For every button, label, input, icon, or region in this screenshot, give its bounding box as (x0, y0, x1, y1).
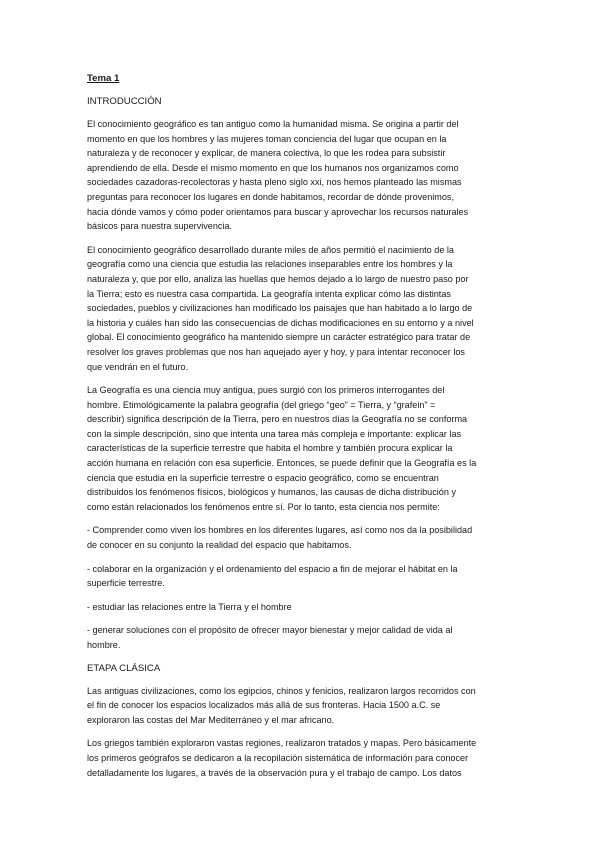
text-line: geografía como una ciencia que estudia las relaciones inseparables entre los hombres y la (87, 259, 453, 270)
document-body (87, 95, 522, 780)
paragraph (87, 736, 522, 780)
text-line: de conocer en su conjunto la realidad del espacio que habitamos. (87, 540, 352, 551)
text-line: sociedades cazadoras-recolectoras y hasta pleno siglo xxi, nos hemos planteado las mismas (87, 177, 462, 188)
text-line: que vendrán en el futuro. (87, 361, 189, 372)
text-line: superficie terrestre. (87, 578, 165, 589)
paragraph (87, 600, 522, 615)
document-title: Tema 1 (87, 73, 120, 84)
paragraph (87, 562, 522, 591)
text-line: - Comprender como viven los hombres en los diferentes lugares, así como nos da la posibilidad (87, 525, 473, 536)
text-line: Los griegos también exploraron vastas regiones, realizaron tratados y mapas. Pero básicamente (87, 738, 477, 749)
text-line: momento en que los hombres y las mujeres toman conciencia del lugar que ocupan en la (87, 133, 447, 144)
text-line: distribuidos los fenómenos físicos, biológicos y humanos, las causas de dicha distribución y (87, 487, 456, 498)
text-line: describir) significa descripción de la Tierra, pero en nuestros días la Geografía no se conforma (87, 414, 468, 425)
text-line: La Geografía es una ciencia muy antigua, pues surgió con los primeros interrogantes del (87, 385, 445, 396)
text-line: como están relacionados los fenómenos entre sí. Por lo tanto, esta ciencia nos permite: (87, 501, 440, 512)
text-line: acción humana en relación con esa superficie. Entonces, se puede definir que la Geografía es la (87, 458, 477, 469)
section-heading: INTRODUCCIÓN (87, 96, 162, 107)
text-line: - colaborar en la organización y el ordenamiento del espacio a fin de mejorar el hábitat en la (87, 563, 458, 574)
text-line: detalladamente los lugares, a través de la observación pura y el trabajo de campo. Los datos (87, 767, 462, 778)
text-line: aprendiendo de ella. Desde el mismo momento en que los humanos nos organizamos como (87, 162, 459, 173)
paragraph (87, 243, 522, 374)
text-line: básicos para nuestra supervivencia. (87, 221, 233, 232)
text-line: preguntas para reconocer los lugares en donde habitamos, recordar de dónde provenimos, (87, 191, 455, 202)
paragraph (87, 383, 522, 514)
text-line: la Tierra; esto es nuestra casa compartida. La geografía intenta explicar cómo las distintas (87, 288, 451, 299)
text-line: ciencia que estudia en la superficie terrestre o espacio geográfico, como se encuentran (87, 472, 439, 483)
text-line: los primeros geógrafos se dedicaron a la recopilación sistemática de información para conocer (87, 752, 469, 763)
text-line: naturaleza y, que por ello, analiza las huellas que hemos dejado a lo largo de nuestro paso por (87, 273, 469, 284)
text-line: resolver los graves problemas que nos han aquejado ayer y hoy, y para intentar reconocer los (87, 346, 465, 357)
paragraph (87, 117, 522, 234)
section-heading: ETAPA CLÁSICA (87, 662, 161, 674)
text-line: El conocimiento geográfico desarrollado durante miles de años permitió el nacimiento de la (87, 244, 454, 255)
text-line: global. El conocimiento geográfico ha mantenido siempre un carácter estratégico para tratar de (87, 332, 471, 343)
text-line: con la simple descripción, sino que intenta una tarea más compleja e importante: explicar las (87, 428, 462, 439)
text-line: Las antiguas civilizaciones, como los egipcios, chinos y fenicios, realizaron largos recorridos con (87, 685, 476, 696)
paragraph (87, 684, 522, 728)
text-line: hombre. (87, 640, 121, 650)
text-line: características de la superficie terrestre que habita el hombre y también procura explicar la (87, 443, 453, 454)
text-line: exploraron las costas del Mar Mediterráneo y el mar africano. (87, 714, 335, 725)
text-line: el fin de conocer los espacios localizados más allá de sus fronteras. Hacia 1500 a.C. se (87, 700, 441, 711)
text-line: naturaleza y de reconocer y explicar, de manera colectiva, lo que les rodea para subsistir (87, 148, 446, 159)
text-line: El conocimiento geográfico es tan antiguo como la humanidad misma. Se origina a partir del (87, 119, 459, 129)
text-line: - estudiar las relaciones entre la Tierra y el hombre (87, 601, 292, 612)
text-line: - generar soluciones con el propósito de ofrecer mayor bienestar y mejor calidad de vida al (87, 625, 453, 636)
text-line: hacia dónde vamos y cómo poder orientamos para buscar y aprovechar los recursos naturales (87, 206, 469, 217)
text-line: hombre. Etimológicamente la palabra geografía (del griego “geo” = Tierra, y “grafein” = (87, 399, 436, 410)
paragraph (87, 623, 522, 652)
paragraph (87, 523, 522, 552)
text-line: sociedades, pueblos y civilizaciones han modificado los paisajes que han habitado a lo largo de (87, 303, 473, 314)
text-line: la historia y cuáles han sido las consecuencias de dichas modificaciones en su entorno y a nivel (87, 317, 474, 328)
